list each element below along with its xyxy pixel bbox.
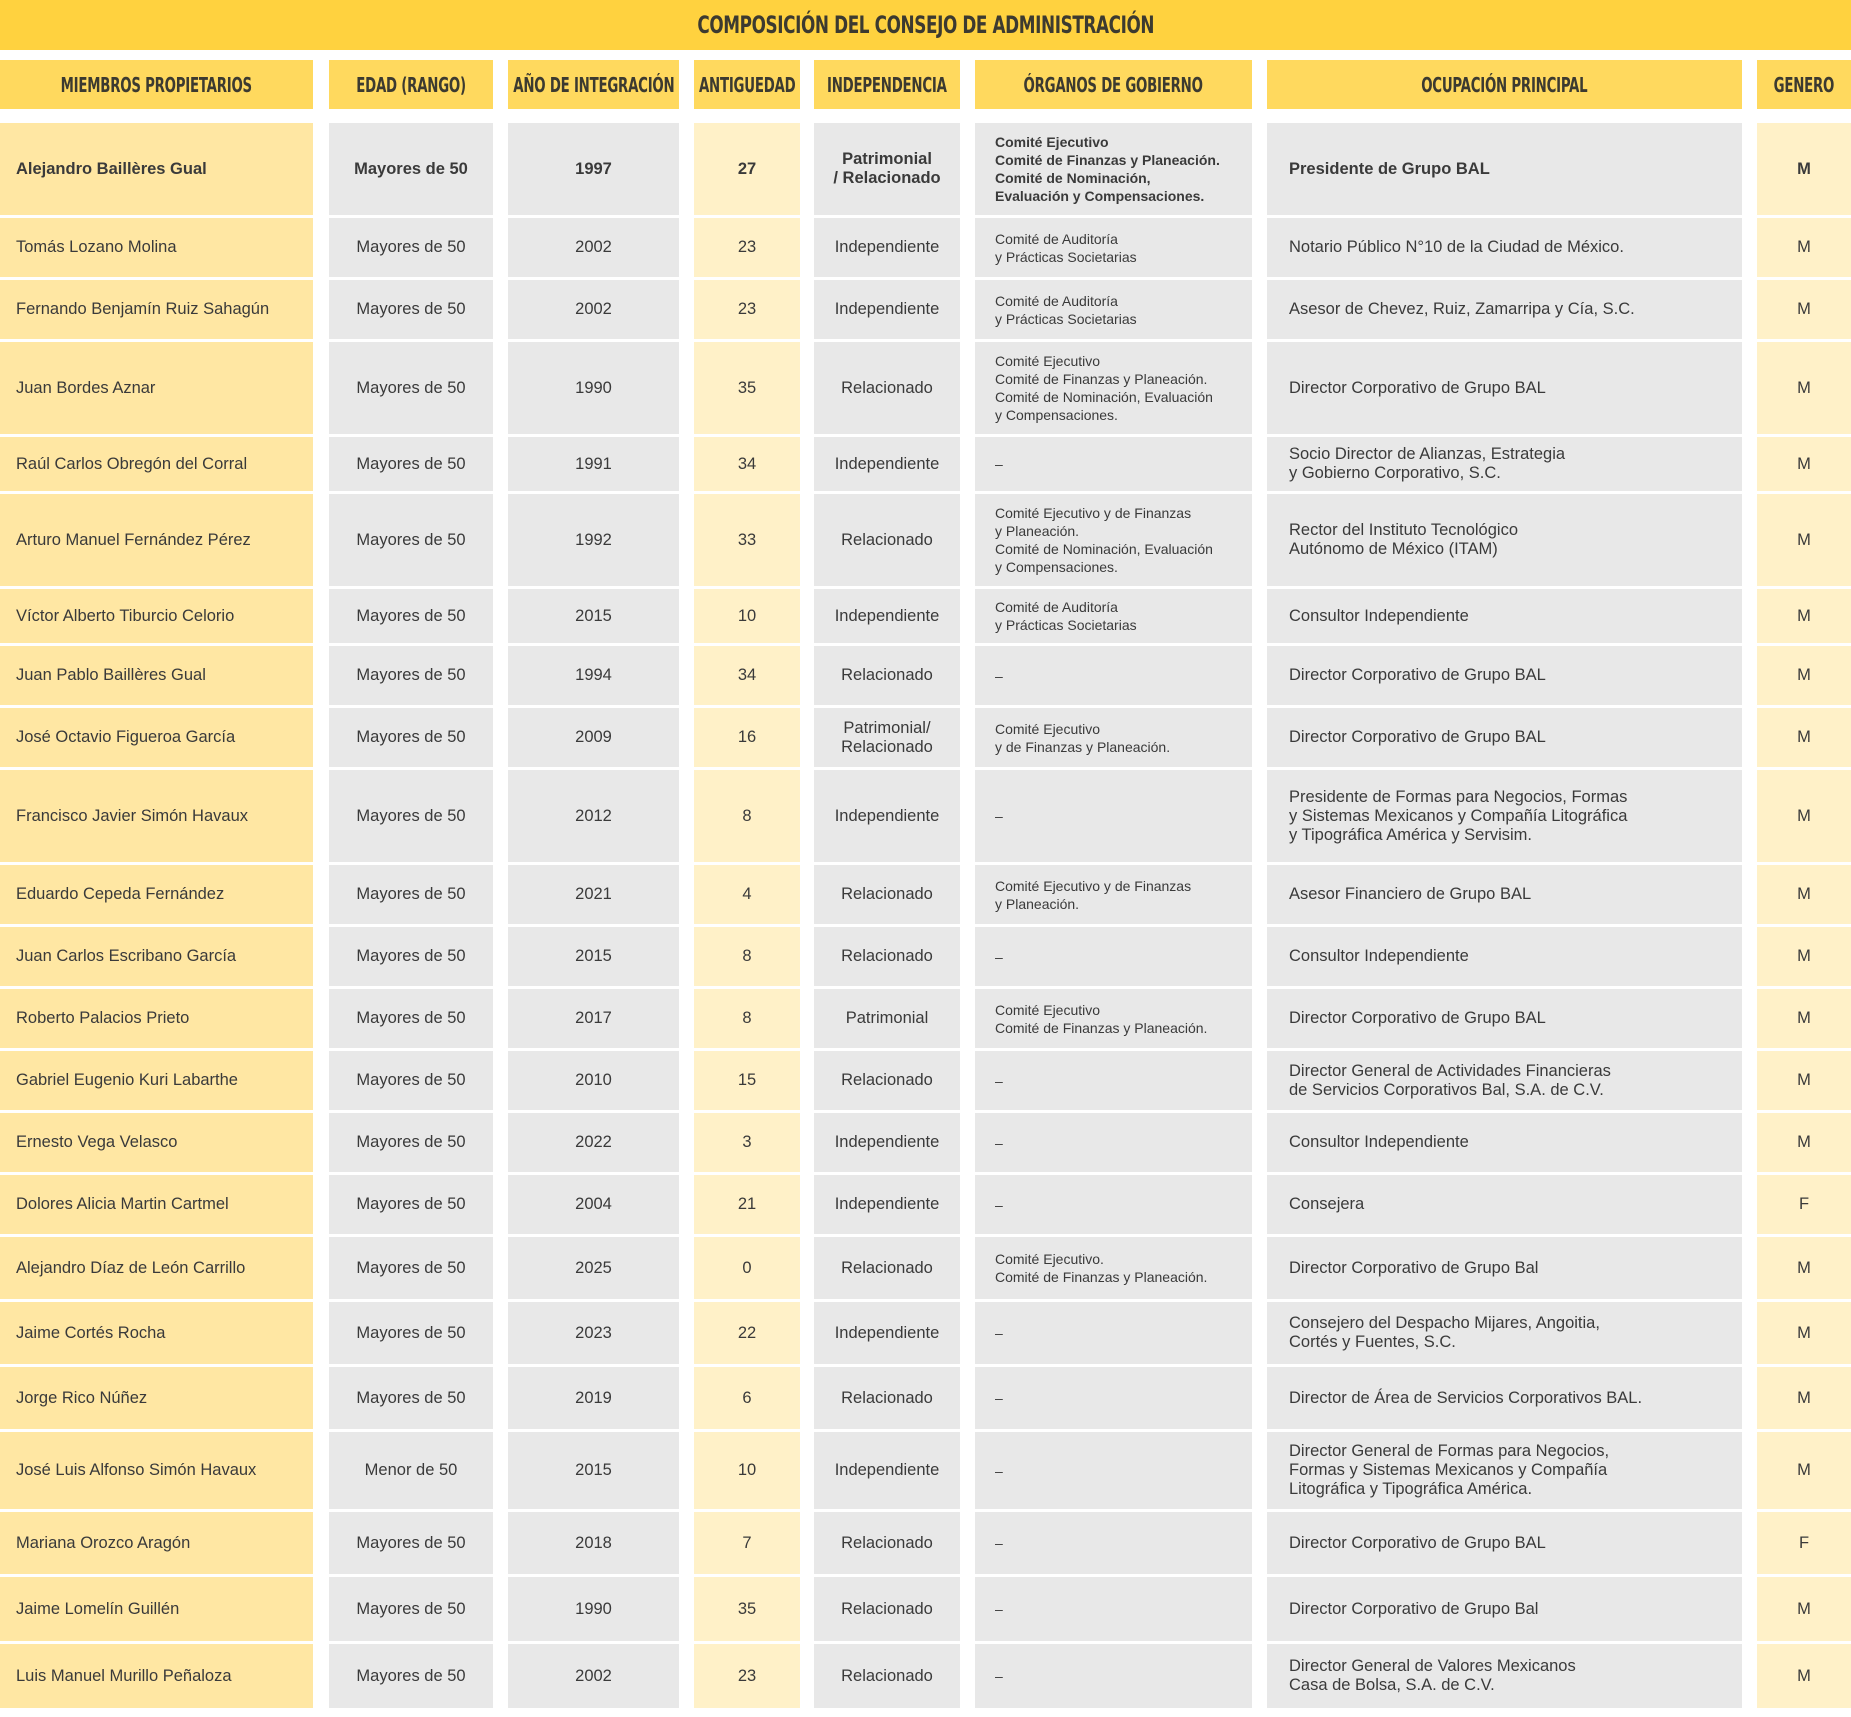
governing-bodies-cell: – — [975, 1577, 1252, 1641]
independence-cell: Relacionado — [814, 1237, 960, 1299]
member-name-cell: Jorge Rico Núñez — [0, 1367, 313, 1429]
governing-bodies-cell: Comité Ejecutivo y de Finanzas y Planeación. — [975, 865, 1252, 924]
independence-cell: Independiente — [814, 437, 960, 491]
table-row — [0, 1644, 1851, 1711]
integration-year-cell: 2010 — [508, 1051, 679, 1110]
occupation-cell: Director Corporativo de Grupo Bal — [1267, 1577, 1742, 1641]
header-independence: INDEPENDENCIA — [814, 60, 975, 123]
seniority-cell: 34 — [694, 646, 800, 705]
table-row — [0, 708, 1851, 770]
table-row — [0, 280, 1851, 342]
seniority-cell: 15 — [694, 1051, 800, 1110]
gender-cell: M — [1757, 1367, 1851, 1429]
table-row — [0, 342, 1851, 437]
independence-cell: Relacionado — [814, 1577, 960, 1641]
gender-cell: M — [1757, 1237, 1851, 1299]
integration-year-cell: 2004 — [508, 1175, 679, 1234]
member-name-cell: Gabriel Eugenio Kuri Labarthe — [0, 1051, 313, 1110]
independence-cell: Relacionado — [814, 1051, 960, 1110]
table-row — [0, 494, 1851, 589]
seniority-cell: 3 — [694, 1113, 800, 1172]
seniority-cell: 27 — [694, 123, 800, 215]
integration-year-cell: 1991 — [508, 437, 679, 491]
gender-cell: M — [1757, 1577, 1851, 1641]
member-name-cell: Tomás Lozano Molina — [0, 218, 313, 277]
integration-year-cell: 2017 — [508, 989, 679, 1048]
occupation-cell: Consejera — [1267, 1175, 1742, 1234]
table-header — [0, 60, 1851, 123]
member-name-cell: Francisco Javier Simón Havaux — [0, 770, 313, 862]
gender-cell: M — [1757, 589, 1851, 643]
integration-year-cell: 1994 — [508, 646, 679, 705]
occupation-cell: Consejero del Despacho Mijares, Angoitia, Cortés y Fuentes, S.C. — [1267, 1302, 1742, 1364]
seniority-cell: 6 — [694, 1367, 800, 1429]
independence-cell: Independiente — [814, 218, 960, 277]
member-name-cell: Juan Carlos Escribano García — [0, 927, 313, 986]
table-title-bar — [0, 0, 1851, 50]
seniority-cell: 23 — [694, 280, 800, 339]
independence-cell: Relacionado — [814, 1644, 960, 1708]
seniority-cell: 16 — [694, 708, 800, 767]
integration-year-cell: 2015 — [508, 589, 679, 643]
occupation-cell: Consultor Independiente — [1267, 927, 1742, 986]
table-row — [0, 589, 1851, 646]
table-row — [0, 1051, 1851, 1113]
integration-year-cell: 2015 — [508, 1432, 679, 1509]
seniority-cell: 0 — [694, 1237, 800, 1299]
age-range-cell: Mayores de 50 — [329, 589, 493, 643]
integration-year-cell: 1992 — [508, 494, 679, 586]
member-name-cell: Jaime Lomelín Guillén — [0, 1577, 313, 1641]
occupation-cell: Director de Área de Servicios Corporativos BAL. — [1267, 1367, 1742, 1429]
table-row — [0, 1113, 1851, 1175]
table-row — [0, 437, 1851, 494]
header-governing-bodies: ÓRGANOS DE GOBIERNO — [975, 60, 1267, 123]
integration-year-cell: 2018 — [508, 1512, 679, 1574]
independence-cell: Patrimonial / Relacionado — [814, 123, 960, 215]
governing-bodies-cell: Comité Ejecutivo Comité de Finanzas y Planeación. Comité de Nominación, Evaluación y Compensaciones. — [975, 123, 1252, 215]
occupation-cell: Consultor Independiente — [1267, 1113, 1742, 1172]
occupation-cell: Consultor Independiente — [1267, 589, 1742, 643]
occupation-cell: Asesor de Chevez, Ruiz, Zamarripa y Cía, S.C. — [1267, 280, 1742, 339]
seniority-cell: 10 — [694, 1432, 800, 1509]
header-seniority: ANTIGUEDAD — [694, 60, 814, 123]
governing-bodies-cell: Comité Ejecutivo Comité de Finanzas y Planeación. Comité de Nominación, Evaluación y Compensaciones. — [975, 342, 1252, 434]
governing-bodies-cell: Comité de Auditoría y Prácticas Societarias — [975, 280, 1252, 339]
seniority-cell: 23 — [694, 1644, 800, 1708]
age-range-cell: Mayores de 50 — [329, 770, 493, 862]
table-row — [0, 1512, 1851, 1577]
governing-bodies-cell: – — [975, 437, 1252, 491]
member-name-cell: Arturo Manuel Fernández Pérez — [0, 494, 313, 586]
gender-cell: F — [1757, 1512, 1851, 1574]
member-name-cell: Juan Bordes Aznar — [0, 342, 313, 434]
member-name-cell: Eduardo Cepeda Fernández — [0, 865, 313, 924]
seniority-cell: 23 — [694, 218, 800, 277]
table-row — [0, 1302, 1851, 1367]
table-row — [0, 1367, 1851, 1432]
gender-cell: M — [1757, 280, 1851, 339]
gender-cell: M — [1757, 218, 1851, 277]
governing-bodies-cell: – — [975, 1367, 1252, 1429]
table-row — [0, 1432, 1851, 1512]
seniority-cell: 33 — [694, 494, 800, 586]
member-name-cell: Alejandro Baillères Gual — [0, 123, 313, 215]
gender-cell: F — [1757, 1175, 1851, 1234]
table-row — [0, 770, 1851, 865]
gender-cell: M — [1757, 1644, 1851, 1708]
age-range-cell: Mayores de 50 — [329, 1577, 493, 1641]
occupation-cell: Director Corporativo de Grupo BAL — [1267, 708, 1742, 767]
member-name-cell: Mariana Orozco Aragón — [0, 1512, 313, 1574]
board-composition-table — [0, 60, 1851, 1711]
independence-cell: Relacionado — [814, 342, 960, 434]
integration-year-cell: 2019 — [508, 1367, 679, 1429]
gender-cell: M — [1757, 865, 1851, 924]
independence-cell: Patrimonial — [814, 989, 960, 1048]
governing-bodies-cell: Comité Ejecutivo Comité de Finanzas y Planeación. — [975, 989, 1252, 1048]
governing-bodies-cell: – — [975, 1113, 1252, 1172]
integration-year-cell: 2022 — [508, 1113, 679, 1172]
age-range-cell: Mayores de 50 — [329, 1302, 493, 1364]
gender-cell: M — [1757, 646, 1851, 705]
independence-cell: Patrimonial/ Relacionado — [814, 708, 960, 767]
gender-cell: M — [1757, 927, 1851, 986]
independence-cell: Relacionado — [814, 865, 960, 924]
occupation-cell: Director Corporativo de Grupo Bal — [1267, 1237, 1742, 1299]
seniority-cell: 4 — [694, 865, 800, 924]
age-range-cell: Mayores de 50 — [329, 437, 493, 491]
seniority-cell: 8 — [694, 770, 800, 862]
governing-bodies-cell: – — [975, 646, 1252, 705]
governing-bodies-cell: – — [975, 1432, 1252, 1509]
integration-year-cell: 1990 — [508, 342, 679, 434]
age-range-cell: Mayores de 50 — [329, 865, 493, 924]
independence-cell: Relacionado — [814, 927, 960, 986]
age-range-cell: Mayores de 50 — [329, 1113, 493, 1172]
gender-cell: M — [1757, 1432, 1851, 1509]
member-name-cell: Fernando Benjamín Ruiz Sahagún — [0, 280, 313, 339]
occupation-cell: Notario Público N°10 de la Ciudad de México. — [1267, 218, 1742, 277]
member-name-cell: Juan Pablo Baillères Gual — [0, 646, 313, 705]
governing-bodies-cell: – — [975, 1051, 1252, 1110]
table-title: COMPOSICIÓN DEL CONSEJO DE ADMINISTRACIÓN — [697, 11, 1154, 39]
header-occupation: OCUPACIÓN PRINCIPAL — [1267, 60, 1757, 123]
occupation-cell: Director General de Formas para Negocios, Formas y Sistemas Mexicanos y Compañía Litográfica y Tipográfica América. — [1267, 1432, 1742, 1509]
member-name-cell: Raúl Carlos Obregón del Corral — [0, 437, 313, 491]
gender-cell: M — [1757, 342, 1851, 434]
independence-cell: Independiente — [814, 1113, 960, 1172]
seniority-cell: 10 — [694, 589, 800, 643]
governing-bodies-cell: Comité Ejecutivo y de Finanzas y Planeación. Comité de Nominación, Evaluación y Compensaciones. — [975, 494, 1252, 586]
integration-year-cell: 2002 — [508, 280, 679, 339]
integration-year-cell: 2015 — [508, 927, 679, 986]
independence-cell: Independiente — [814, 1175, 960, 1234]
age-range-cell: Menor de 50 — [329, 1432, 493, 1509]
member-name-cell: José Octavio Figueroa García — [0, 708, 313, 767]
integration-year-cell: 2025 — [508, 1237, 679, 1299]
governing-bodies-cell: Comité Ejecutivo y de Finanzas y Planeación. — [975, 708, 1252, 767]
age-range-cell: Mayores de 50 — [329, 1512, 493, 1574]
independence-cell: Relacionado — [814, 1367, 960, 1429]
table-row — [0, 865, 1851, 927]
occupation-cell: Rector del Instituto Tecnológico Autónomo de México (ITAM) — [1267, 494, 1742, 586]
table-row — [0, 1175, 1851, 1237]
governing-bodies-cell: Comité de Auditoría y Prácticas Societarias — [975, 218, 1252, 277]
table-row — [0, 646, 1851, 708]
occupation-cell: Director General de Valores Mexicanos Casa de Bolsa, S.A. de C.V. — [1267, 1644, 1742, 1708]
occupation-cell: Presidente de Formas para Negocios, Formas y Sistemas Mexicanos y Compañía Litográfica y Tipográfica América y Servisim. — [1267, 770, 1742, 862]
governing-bodies-cell: – — [975, 927, 1252, 986]
member-name-cell: Dolores Alicia Martin Cartmel — [0, 1175, 313, 1234]
member-name-cell: Jaime Cortés Rocha — [0, 1302, 313, 1364]
table-row — [0, 218, 1851, 280]
integration-year-cell: 1990 — [508, 1577, 679, 1641]
governing-bodies-cell: – — [975, 770, 1252, 862]
occupation-cell: Director Corporativo de Grupo BAL — [1267, 989, 1742, 1048]
governing-bodies-cell: – — [975, 1644, 1252, 1708]
table-row — [0, 1577, 1851, 1644]
age-range-cell: Mayores de 50 — [329, 708, 493, 767]
governing-bodies-cell: Comité de Auditoría y Prácticas Societarias — [975, 589, 1252, 643]
occupation-cell: Director Corporativo de Grupo BAL — [1267, 1512, 1742, 1574]
age-range-cell: Mayores de 50 — [329, 342, 493, 434]
header-members: MIEMBROS PROPIETARIOS — [0, 60, 329, 123]
age-range-cell: Mayores de 50 — [329, 1051, 493, 1110]
gender-cell: M — [1757, 123, 1851, 215]
table-row — [0, 989, 1851, 1051]
gender-cell: M — [1757, 708, 1851, 767]
age-range-cell: Mayores de 50 — [329, 1644, 493, 1708]
gender-cell: M — [1757, 1051, 1851, 1110]
age-range-cell: Mayores de 50 — [329, 218, 493, 277]
governing-bodies-cell: – — [975, 1512, 1252, 1574]
occupation-cell: Presidente de Grupo BAL — [1267, 123, 1742, 215]
age-range-cell: Mayores de 50 — [329, 1237, 493, 1299]
member-name-cell: Roberto Palacios Prieto — [0, 989, 313, 1048]
independence-cell: Relacionado — [814, 494, 960, 586]
header-age: EDAD (RANGO) — [329, 60, 508, 123]
member-name-cell: José Luis Alfonso Simón Havaux — [0, 1432, 313, 1509]
gender-cell: M — [1757, 989, 1851, 1048]
integration-year-cell: 2021 — [508, 865, 679, 924]
gender-cell: M — [1757, 770, 1851, 862]
occupation-cell: Socio Director de Alianzas, Estrategia y Gobierno Corporativo, S.C. — [1267, 437, 1742, 491]
independence-cell: Independiente — [814, 589, 960, 643]
age-range-cell: Mayores de 50 — [329, 1367, 493, 1429]
table-row — [0, 927, 1851, 989]
integration-year-cell: 1997 — [508, 123, 679, 215]
member-name-cell: Víctor Alberto Tiburcio Celorio — [0, 589, 313, 643]
age-range-cell: Mayores de 50 — [329, 1175, 493, 1234]
occupation-cell: Director Corporativo de Grupo BAL — [1267, 342, 1742, 434]
age-range-cell: Mayores de 50 — [329, 123, 493, 215]
seniority-cell: 35 — [694, 1577, 800, 1641]
seniority-cell: 34 — [694, 437, 800, 491]
age-range-cell: Mayores de 50 — [329, 646, 493, 705]
age-range-cell: Mayores de 50 — [329, 927, 493, 986]
integration-year-cell: 2009 — [508, 708, 679, 767]
integration-year-cell: 2023 — [508, 1302, 679, 1364]
member-name-cell: Alejandro Díaz de León Carrillo — [0, 1237, 313, 1299]
gender-cell: M — [1757, 494, 1851, 586]
integration-year-cell: 2012 — [508, 770, 679, 862]
governing-bodies-cell: – — [975, 1175, 1252, 1234]
integration-year-cell: 2002 — [508, 1644, 679, 1708]
independence-cell: Relacionado — [814, 646, 960, 705]
occupation-cell: Asesor Financiero de Grupo BAL — [1267, 865, 1742, 924]
table-row — [0, 123, 1851, 218]
gender-cell: M — [1757, 437, 1851, 491]
independence-cell: Relacionado — [814, 1512, 960, 1574]
independence-cell: Independiente — [814, 280, 960, 339]
independence-cell: Independiente — [814, 770, 960, 862]
occupation-cell: Director General de Actividades Financieras de Servicios Corporativos Bal, S.A. de C.V. — [1267, 1051, 1742, 1110]
gender-cell: M — [1757, 1113, 1851, 1172]
member-name-cell: Luis Manuel Murillo Peñaloza — [0, 1644, 313, 1708]
seniority-cell: 7 — [694, 1512, 800, 1574]
occupation-cell: Director Corporativo de Grupo BAL — [1267, 646, 1742, 705]
seniority-cell: 8 — [694, 989, 800, 1048]
seniority-cell: 35 — [694, 342, 800, 434]
member-name-cell: Ernesto Vega Velasco — [0, 1113, 313, 1172]
seniority-cell: 22 — [694, 1302, 800, 1364]
governing-bodies-cell: – — [975, 1302, 1252, 1364]
gender-cell: M — [1757, 1302, 1851, 1364]
table-body — [0, 123, 1851, 1711]
age-range-cell: Mayores de 50 — [329, 494, 493, 586]
seniority-cell: 21 — [694, 1175, 800, 1234]
header-gender: GENERO — [1757, 60, 1851, 123]
header-year: AÑO DE INTEGRACIÓN — [508, 60, 694, 123]
independence-cell: Independiente — [814, 1432, 960, 1509]
table-row — [0, 1237, 1851, 1302]
integration-year-cell: 2002 — [508, 218, 679, 277]
age-range-cell: Mayores de 50 — [329, 989, 493, 1048]
age-range-cell: Mayores de 50 — [329, 280, 493, 339]
governing-bodies-cell: Comité Ejecutivo. Comité de Finanzas y Planeación. — [975, 1237, 1252, 1299]
independence-cell: Independiente — [814, 1302, 960, 1364]
seniority-cell: 8 — [694, 927, 800, 986]
